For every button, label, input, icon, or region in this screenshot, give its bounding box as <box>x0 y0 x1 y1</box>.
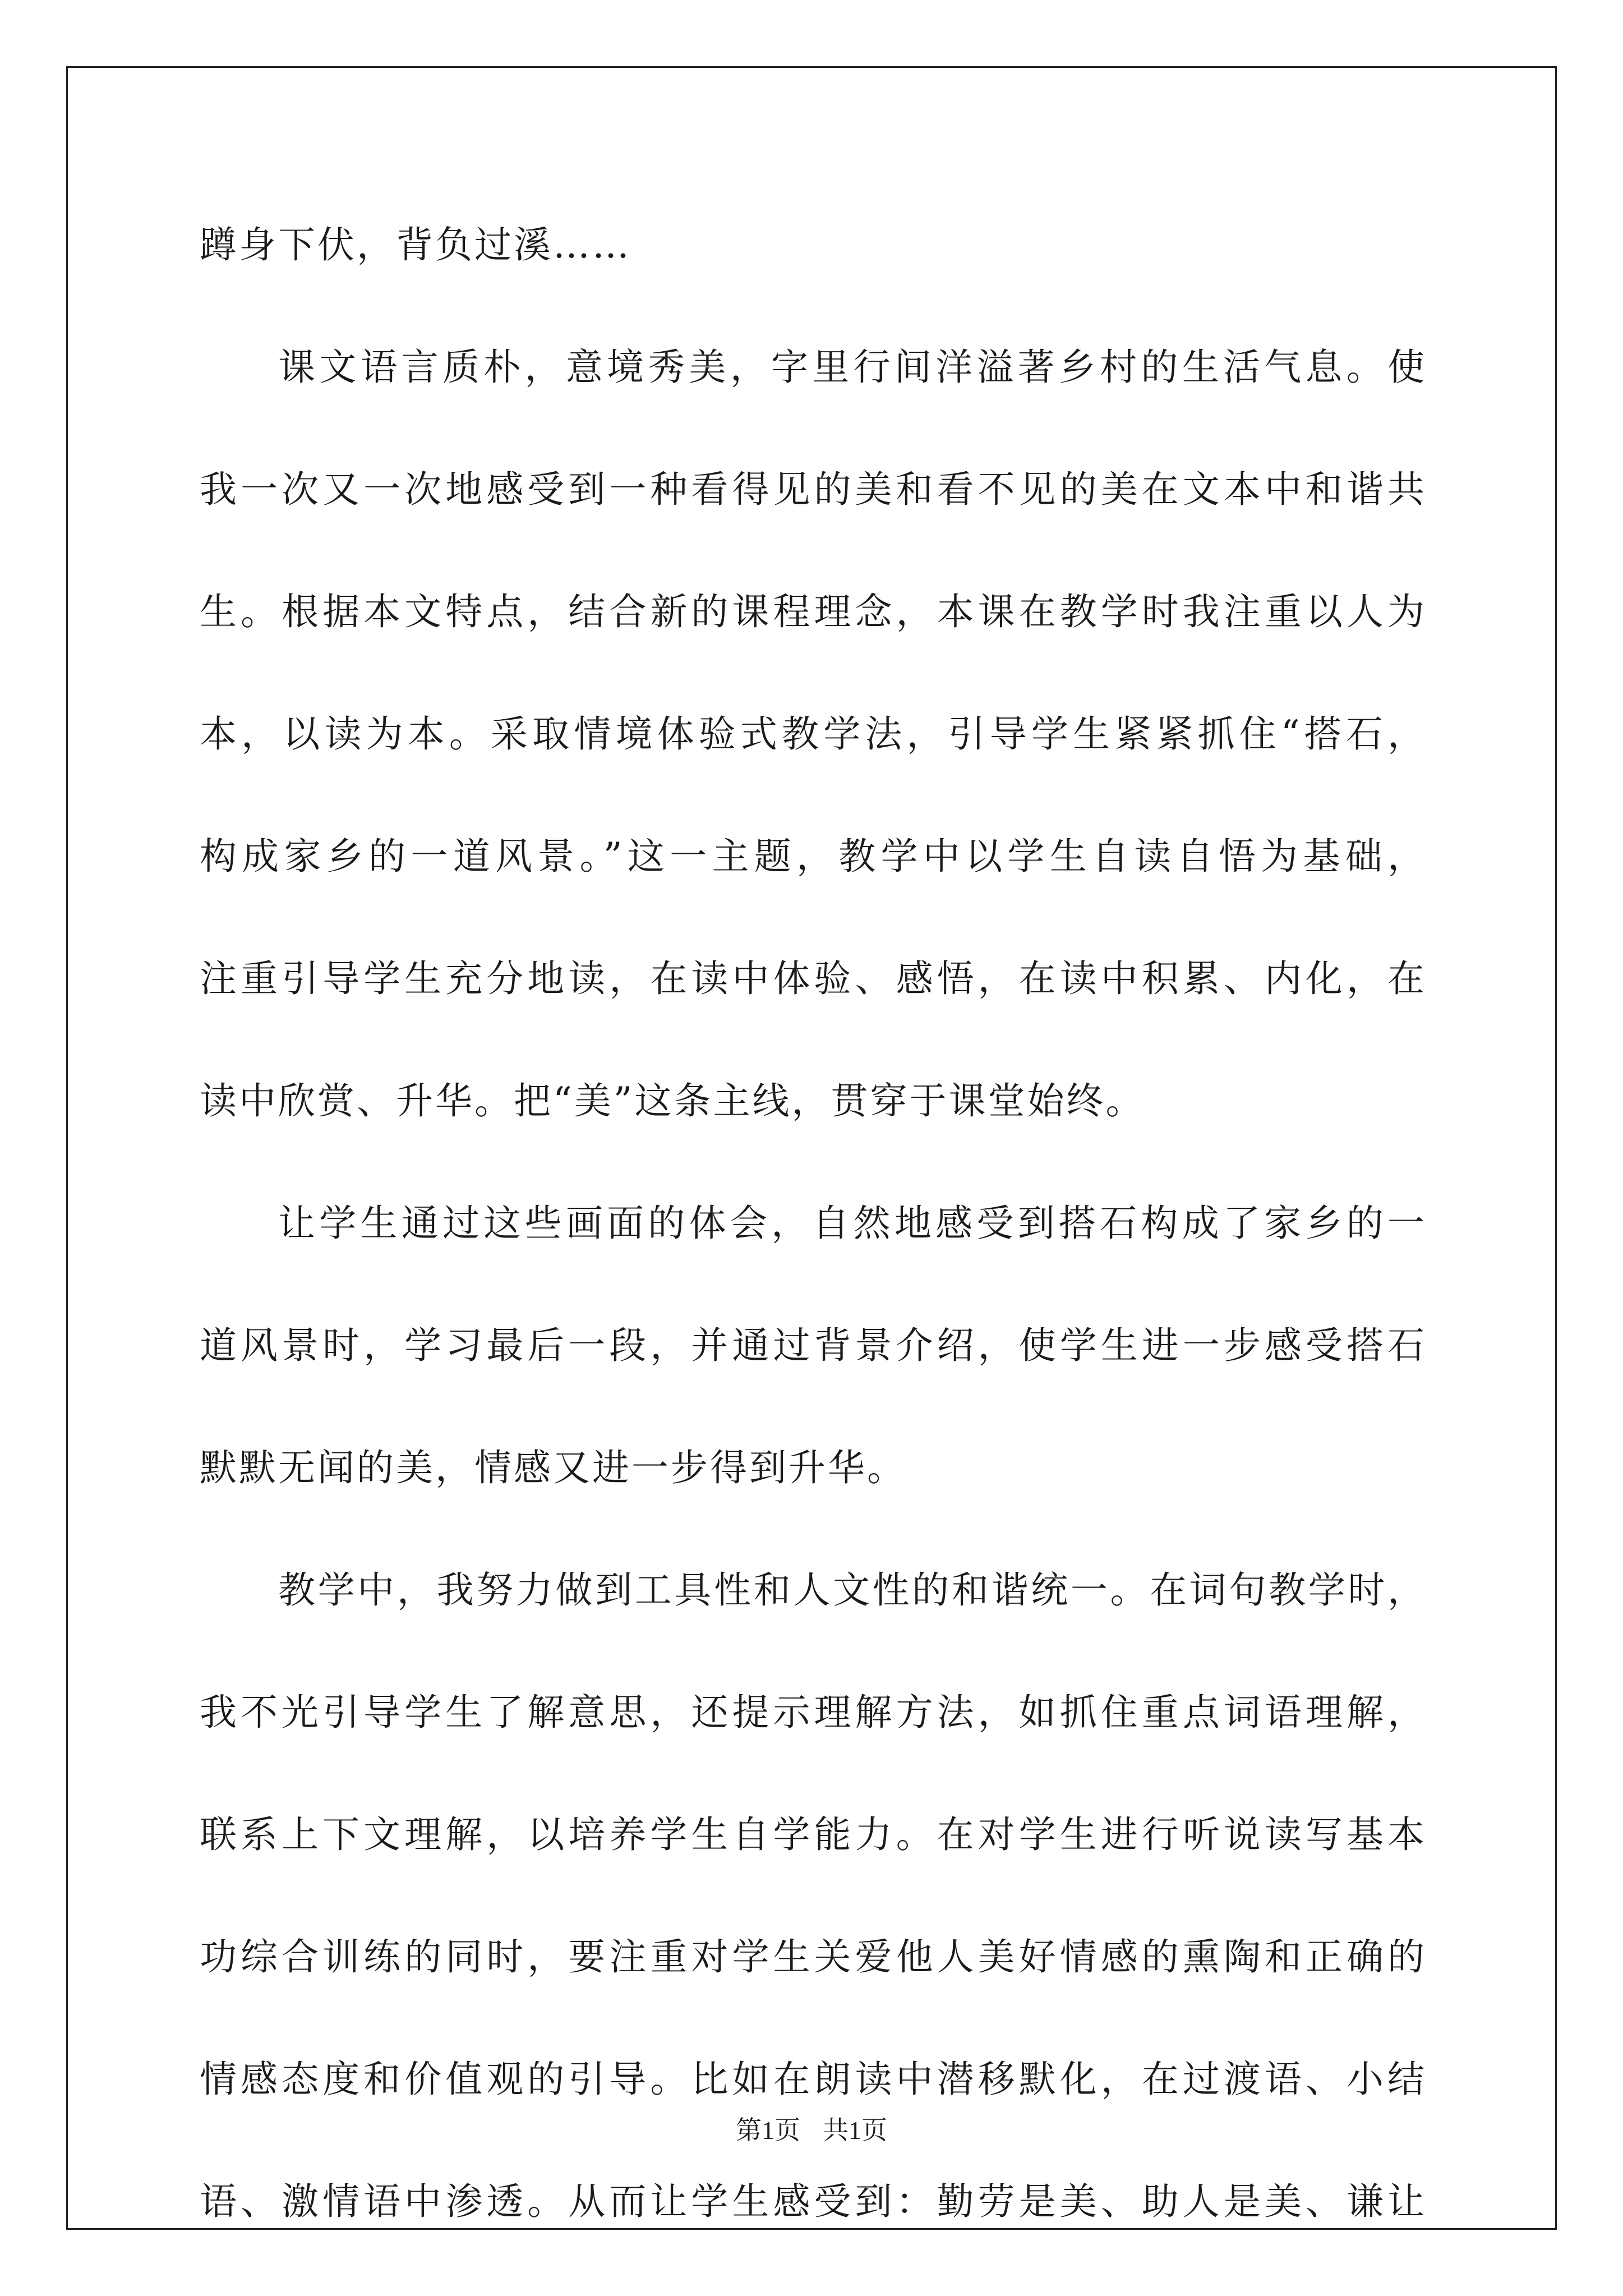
text-line: 语、激情语中渗透。从而让学生感受到：勤劳是美、助人是美、谦让 <box>200 2180 1427 2223</box>
text-line: 读中欣赏、升华。把“美”这条主线，贯穿于课堂始终。 <box>200 1079 1145 1122</box>
page-footer <box>0 2114 1623 2147</box>
page-total: 共1页 <box>823 2116 887 2145</box>
text-line: 道风景时，学习最后一段，并通过背景介绍，使学生进一步感受搭石 <box>200 1324 1427 1367</box>
text-line: 注重引导学生充分地读，在读中体验、感悟，在读中积累、内化，在 <box>200 957 1427 1000</box>
text-line: 功综合训练的同时，要注重对学生关爱他人美好情感的熏陶和正确的 <box>200 1935 1427 1978</box>
text-line: 情感态度和价值观的引导。比如在朗读中潜移默化，在过渡语、小结 <box>200 2058 1427 2101</box>
text-line: 构成家乡的一道风景。”这一主题，教学中以学生自读自悟为基础， <box>200 835 1427 878</box>
text-line: 让学生通过这些画面的体会，自然地感受到搭石构成了家乡的一 <box>278 1202 1427 1245</box>
text-line: 生。根据本文特点，结合新的课程理念，本课在教学时我注重以人为 <box>200 590 1427 633</box>
page-number: 第1页 <box>736 2116 800 2145</box>
text-line: 教学中，我努力做到工具性和人文性的和谐统一。在词句教学时， <box>278 1568 1427 1612</box>
text-line: 本，以读为本。采取情境体验式教学法，引导学生紧紧抓住“搭石， <box>200 712 1427 756</box>
text-line: 课文语言质朴，意境秀美，字里行间洋溢著乡村的生活气息。使 <box>278 346 1427 389</box>
text-line: 我不光引导学生了解意思，还提示理解方法，如抓住重点词语理解， <box>200 1691 1427 1734</box>
text-line: 联系上下文理解，以培养学生自学能力。在对学生进行听说读写基本 <box>200 1813 1427 1856</box>
text-line: 我一次又一次地感受到一种看得见的美和看不见的美在文本中和谐共 <box>200 468 1427 511</box>
text-line: 蹲身下伏，背负过溪…… <box>200 223 631 266</box>
text-line: 默默无闻的美，情感又进一步得到升华。 <box>200 1446 906 1489</box>
